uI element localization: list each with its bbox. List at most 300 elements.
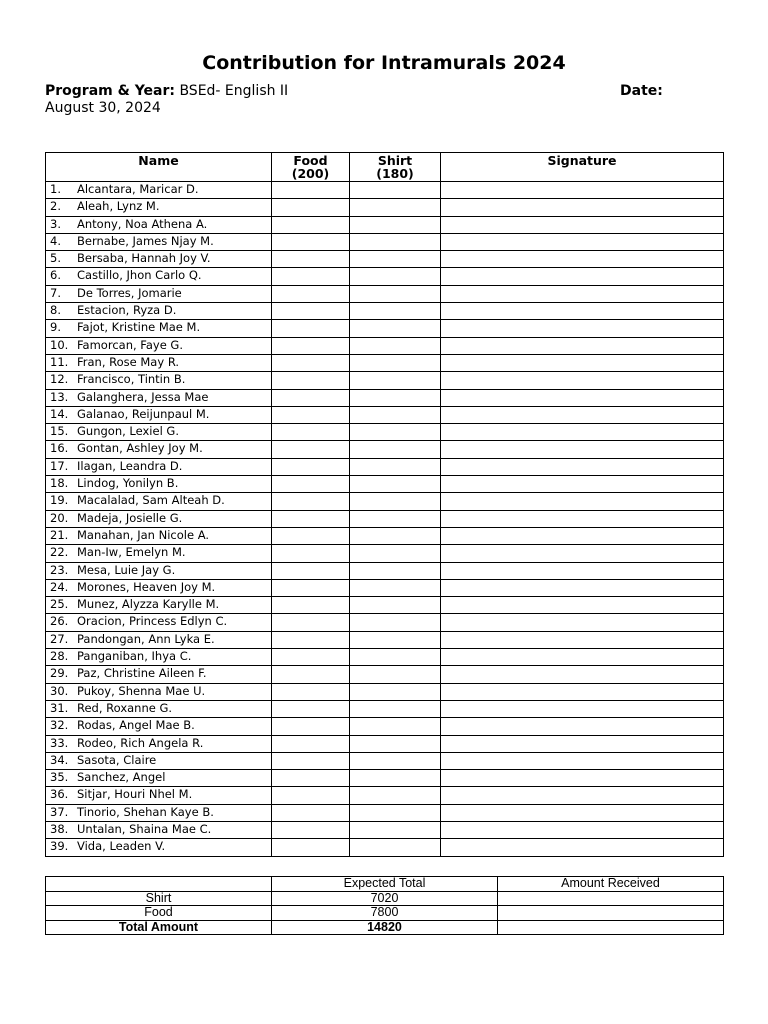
student-name: Bernabe, James Njay M. bbox=[77, 233, 214, 248]
program-label: Program & Year: bbox=[45, 83, 175, 99]
student-number: 33. bbox=[50, 735, 69, 750]
student-name-cell bbox=[46, 320, 272, 337]
date-value: August 30, 2024 bbox=[45, 100, 161, 116]
food-cell bbox=[272, 303, 350, 320]
student-number: 21. bbox=[50, 527, 69, 542]
student-number: 3. bbox=[50, 216, 61, 231]
signature-cell bbox=[441, 268, 724, 285]
student-number: 37. bbox=[50, 804, 69, 819]
food-cell bbox=[272, 268, 350, 285]
student-number: 5. bbox=[50, 251, 61, 266]
student-name-cell bbox=[46, 510, 272, 527]
shirt-cell bbox=[350, 735, 441, 752]
student-name-cell bbox=[46, 337, 272, 354]
signature-cell bbox=[441, 666, 724, 683]
student-name: Gungon, Lexiel G. bbox=[77, 424, 179, 439]
totals-header-row bbox=[46, 877, 724, 892]
student-name-cell bbox=[46, 441, 272, 458]
signature-cell bbox=[441, 285, 724, 302]
student-name: Sitjar, Houri Nhel M. bbox=[77, 787, 193, 802]
table-row bbox=[46, 579, 724, 596]
totals-row-shirt bbox=[46, 891, 724, 906]
shirt-cell bbox=[350, 700, 441, 717]
student-name: Castillo, Jhon Carlo Q. bbox=[77, 268, 202, 283]
signature-cell bbox=[441, 337, 724, 354]
student-name: Munez, Alyzza Karylle M. bbox=[77, 597, 220, 612]
totals-received bbox=[498, 920, 724, 935]
table-row bbox=[46, 303, 724, 320]
student-name-cell bbox=[46, 285, 272, 302]
program-value: BSEd- English II bbox=[175, 83, 289, 99]
signature-cell bbox=[441, 649, 724, 666]
signature-cell bbox=[441, 458, 724, 475]
food-cell bbox=[272, 527, 350, 544]
student-number: 28. bbox=[50, 649, 69, 664]
food-cell bbox=[272, 320, 350, 337]
table-row bbox=[46, 562, 724, 579]
food-cell bbox=[272, 735, 350, 752]
student-number: 17. bbox=[50, 458, 69, 473]
signature-cell bbox=[441, 545, 724, 562]
shirt-cell bbox=[350, 562, 441, 579]
student-name-cell bbox=[46, 839, 272, 856]
shirt-cell bbox=[350, 199, 441, 216]
signature-cell bbox=[441, 579, 724, 596]
signature-cell bbox=[441, 424, 724, 441]
shirt-cell bbox=[350, 233, 441, 250]
table-row bbox=[46, 389, 724, 406]
student-name-cell bbox=[46, 821, 272, 838]
food-cell bbox=[272, 458, 350, 475]
student-name-cell bbox=[46, 545, 272, 562]
student-name: Antony, Noa Athena A. bbox=[77, 216, 208, 231]
signature-cell bbox=[441, 839, 724, 856]
student-number: 16. bbox=[50, 441, 69, 456]
shirt-cell bbox=[350, 527, 441, 544]
food-cell bbox=[272, 251, 350, 268]
header-signature: Signature bbox=[441, 153, 724, 182]
student-number: 14. bbox=[50, 406, 69, 421]
shirt-cell bbox=[350, 476, 441, 493]
shirt-cell bbox=[350, 268, 441, 285]
signature-cell bbox=[441, 476, 724, 493]
student-name: Man-Iw, Emelyn M. bbox=[77, 545, 186, 560]
table-row bbox=[46, 458, 724, 475]
student-number: 6. bbox=[50, 268, 61, 283]
table-row bbox=[46, 666, 724, 683]
signature-cell bbox=[441, 441, 724, 458]
program-year bbox=[45, 83, 288, 99]
shirt-cell bbox=[350, 372, 441, 389]
student-name-cell bbox=[46, 354, 272, 371]
signature-cell bbox=[441, 233, 724, 250]
student-number: 23. bbox=[50, 562, 69, 577]
food-cell bbox=[272, 666, 350, 683]
shirt-cell bbox=[350, 424, 441, 441]
table-row bbox=[46, 476, 724, 493]
student-name: Tinorio, Shehan Kaye B. bbox=[77, 804, 214, 819]
signature-cell bbox=[441, 406, 724, 423]
student-name-cell bbox=[46, 597, 272, 614]
signature-cell bbox=[441, 614, 724, 631]
student-number: 34. bbox=[50, 752, 69, 767]
student-name-cell bbox=[46, 268, 272, 285]
student-number: 24. bbox=[50, 579, 69, 594]
table-row bbox=[46, 839, 724, 856]
food-cell bbox=[272, 216, 350, 233]
shirt-cell bbox=[350, 839, 441, 856]
student-number: 30. bbox=[50, 683, 69, 698]
table-row bbox=[46, 372, 724, 389]
student-number: 35. bbox=[50, 770, 69, 785]
totals-received bbox=[498, 906, 724, 921]
student-name-cell bbox=[46, 233, 272, 250]
table-row bbox=[46, 199, 724, 216]
shirt-cell bbox=[350, 649, 441, 666]
student-name-cell bbox=[46, 700, 272, 717]
table-row bbox=[46, 787, 724, 804]
shirt-cell bbox=[350, 666, 441, 683]
student-name: Macalalad, Sam Alteah D. bbox=[77, 493, 225, 508]
shirt-cell bbox=[350, 631, 441, 648]
student-name-cell bbox=[46, 476, 272, 493]
student-name: De Torres, Jomarie bbox=[77, 285, 182, 300]
table-row bbox=[46, 233, 724, 250]
roster-header-row bbox=[46, 153, 724, 182]
totals-row-total bbox=[46, 920, 724, 935]
signature-cell bbox=[441, 787, 724, 804]
table-row bbox=[46, 493, 724, 510]
totals-label: Shirt bbox=[46, 891, 272, 906]
shirt-cell bbox=[350, 683, 441, 700]
totals-received bbox=[498, 891, 724, 906]
food-cell bbox=[272, 545, 350, 562]
student-name: Galanao, Reijunpaul M. bbox=[77, 406, 210, 421]
student-name-cell bbox=[46, 182, 272, 199]
student-name-cell bbox=[46, 458, 272, 475]
signature-cell bbox=[441, 320, 724, 337]
student-name-cell bbox=[46, 303, 272, 320]
student-name: Fran, Rose May R. bbox=[77, 354, 180, 369]
student-number: 20. bbox=[50, 510, 69, 525]
shirt-cell bbox=[350, 354, 441, 371]
student-name: Manahan, Jan Nicole A. bbox=[77, 527, 210, 542]
totals-table bbox=[45, 876, 724, 935]
student-name: Red, Roxanne G. bbox=[77, 700, 173, 715]
roster-table bbox=[45, 152, 724, 857]
food-cell bbox=[272, 597, 350, 614]
table-row bbox=[46, 735, 724, 752]
signature-cell bbox=[441, 700, 724, 717]
food-cell bbox=[272, 389, 350, 406]
food-cell bbox=[272, 199, 350, 216]
food-cell bbox=[272, 614, 350, 631]
totals-label: Food bbox=[46, 906, 272, 921]
food-cell bbox=[272, 372, 350, 389]
signature-cell bbox=[441, 199, 724, 216]
student-name: Panganiban, Ihya C. bbox=[77, 649, 192, 664]
student-name-cell bbox=[46, 735, 272, 752]
shirt-cell bbox=[350, 614, 441, 631]
student-number: 32. bbox=[50, 718, 69, 733]
food-cell bbox=[272, 649, 350, 666]
table-row bbox=[46, 251, 724, 268]
student-name: Bersaba, Hannah Joy V. bbox=[77, 251, 211, 266]
shirt-cell bbox=[350, 251, 441, 268]
food-cell bbox=[272, 285, 350, 302]
totals-header-received: Amount Received bbox=[498, 877, 724, 892]
student-number: 7. bbox=[50, 285, 61, 300]
student-number: 18. bbox=[50, 476, 69, 491]
food-cell bbox=[272, 804, 350, 821]
table-row bbox=[46, 337, 724, 354]
table-row bbox=[46, 285, 724, 302]
signature-cell bbox=[441, 718, 724, 735]
student-name: Lindog, Yonilyn B. bbox=[77, 476, 179, 491]
student-name-cell bbox=[46, 752, 272, 769]
totals-header-blank bbox=[46, 877, 272, 892]
signature-cell bbox=[441, 216, 724, 233]
food-cell bbox=[272, 510, 350, 527]
food-cell bbox=[272, 579, 350, 596]
table-row bbox=[46, 718, 724, 735]
food-cell bbox=[272, 839, 350, 856]
food-cell bbox=[272, 233, 350, 250]
shirt-cell bbox=[350, 320, 441, 337]
signature-cell bbox=[441, 493, 724, 510]
header-food bbox=[272, 153, 350, 182]
food-cell bbox=[272, 337, 350, 354]
header-food-amount: (200) bbox=[291, 166, 330, 181]
signature-cell bbox=[441, 527, 724, 544]
shirt-cell bbox=[350, 579, 441, 596]
student-name-cell bbox=[46, 424, 272, 441]
signature-cell bbox=[441, 182, 724, 199]
shirt-cell bbox=[350, 752, 441, 769]
student-name: Paz, Christine Aileen F. bbox=[77, 666, 207, 681]
student-name: Oracion, Princess Edlyn C. bbox=[77, 614, 228, 629]
shirt-cell bbox=[350, 337, 441, 354]
student-name: Sanchez, Angel bbox=[77, 770, 166, 785]
student-number: 1. bbox=[50, 182, 61, 196]
student-name: Ilagan, Leandra D. bbox=[77, 458, 183, 473]
student-number: 31. bbox=[50, 700, 69, 715]
food-cell bbox=[272, 562, 350, 579]
signature-cell bbox=[441, 303, 724, 320]
student-name-cell bbox=[46, 527, 272, 544]
student-name-cell bbox=[46, 199, 272, 216]
shirt-cell bbox=[350, 216, 441, 233]
header-shirt bbox=[350, 153, 441, 182]
shirt-cell bbox=[350, 303, 441, 320]
student-name: Rodas, Angel Mae B. bbox=[77, 718, 195, 733]
student-name: Madeja, Josielle G. bbox=[77, 510, 183, 525]
student-name: Francisco, Tintin B. bbox=[77, 372, 186, 387]
student-number: 12. bbox=[50, 372, 69, 387]
signature-cell bbox=[441, 510, 724, 527]
student-name: Untalan, Shaina Mae C. bbox=[77, 821, 212, 836]
food-cell bbox=[272, 821, 350, 838]
student-name: Rodeo, Rich Angela R. bbox=[77, 735, 204, 750]
signature-cell bbox=[441, 372, 724, 389]
student-number: 11. bbox=[50, 354, 69, 369]
shirt-cell bbox=[350, 493, 441, 510]
student-name: Pukoy, Shenna Mae U. bbox=[77, 683, 206, 698]
totals-expected: 14820 bbox=[272, 920, 498, 935]
student-number: 13. bbox=[50, 389, 69, 404]
food-cell bbox=[272, 631, 350, 648]
student-number: 19. bbox=[50, 493, 69, 508]
student-name-cell bbox=[46, 787, 272, 804]
student-name-cell bbox=[46, 631, 272, 648]
shirt-cell bbox=[350, 510, 441, 527]
student-number: 4. bbox=[50, 233, 61, 248]
signature-cell bbox=[441, 251, 724, 268]
shirt-cell bbox=[350, 718, 441, 735]
student-name: Sasota, Claire bbox=[77, 752, 157, 767]
shirt-cell bbox=[350, 770, 441, 787]
table-row bbox=[46, 752, 724, 769]
table-row bbox=[46, 182, 724, 199]
totals-expected: 7020 bbox=[272, 891, 498, 906]
student-name: Vida, Leaden V. bbox=[77, 839, 166, 854]
student-number: 10. bbox=[50, 337, 69, 352]
shirt-cell bbox=[350, 804, 441, 821]
signature-cell bbox=[441, 752, 724, 769]
date-label: Date: bbox=[620, 83, 663, 99]
student-name: Galanghera, Jessa Mae bbox=[77, 389, 209, 404]
food-cell bbox=[272, 770, 350, 787]
student-name-cell bbox=[46, 406, 272, 423]
student-name-cell bbox=[46, 251, 272, 268]
student-number: 38. bbox=[50, 821, 69, 836]
student-name-cell bbox=[46, 579, 272, 596]
student-number: 15. bbox=[50, 424, 69, 439]
food-cell bbox=[272, 476, 350, 493]
student-name-cell bbox=[46, 389, 272, 406]
student-name: Fajot, Kristine Mae M. bbox=[77, 320, 201, 335]
student-name: Aleah, Lynz M. bbox=[77, 199, 160, 214]
table-row bbox=[46, 424, 724, 441]
table-row bbox=[46, 441, 724, 458]
student-name: Morones, Heaven Joy M. bbox=[77, 579, 216, 594]
shirt-cell bbox=[350, 441, 441, 458]
student-number: 2. bbox=[50, 199, 61, 214]
table-row bbox=[46, 354, 724, 371]
table-row bbox=[46, 216, 724, 233]
totals-expected: 7800 bbox=[272, 906, 498, 921]
student-name: Pandongan, Ann Lyka E. bbox=[77, 631, 215, 646]
student-name-cell bbox=[46, 614, 272, 631]
food-cell bbox=[272, 787, 350, 804]
student-name-cell bbox=[46, 770, 272, 787]
shirt-cell bbox=[350, 458, 441, 475]
table-row bbox=[46, 510, 724, 527]
student-number: 22. bbox=[50, 545, 69, 560]
student-name-cell bbox=[46, 649, 272, 666]
food-cell bbox=[272, 406, 350, 423]
food-cell bbox=[272, 700, 350, 717]
food-cell bbox=[272, 424, 350, 441]
signature-cell bbox=[441, 562, 724, 579]
student-name-cell bbox=[46, 216, 272, 233]
student-name-cell bbox=[46, 493, 272, 510]
table-row bbox=[46, 614, 724, 631]
table-row bbox=[46, 804, 724, 821]
student-number: 39. bbox=[50, 839, 69, 854]
shirt-cell bbox=[350, 787, 441, 804]
table-row bbox=[46, 527, 724, 544]
student-name: Famorcan, Faye G. bbox=[77, 337, 183, 352]
student-number: 36. bbox=[50, 787, 69, 802]
food-cell bbox=[272, 718, 350, 735]
student-name-cell bbox=[46, 683, 272, 700]
table-row bbox=[46, 545, 724, 562]
student-number: 26. bbox=[50, 614, 69, 629]
student-name: Alcantara, Maricar D. bbox=[77, 182, 199, 196]
food-cell bbox=[272, 441, 350, 458]
table-row bbox=[46, 631, 724, 648]
table-row bbox=[46, 683, 724, 700]
signature-cell bbox=[441, 683, 724, 700]
student-name: Mesa, Luie Jay G. bbox=[77, 562, 176, 577]
table-row bbox=[46, 320, 724, 337]
food-cell bbox=[272, 683, 350, 700]
food-cell bbox=[272, 493, 350, 510]
table-row bbox=[46, 700, 724, 717]
signature-cell bbox=[441, 597, 724, 614]
header-shirt-amount: (180) bbox=[376, 166, 414, 181]
shirt-cell bbox=[350, 545, 441, 562]
student-name-cell bbox=[46, 372, 272, 389]
shirt-cell bbox=[350, 597, 441, 614]
student-number: 29. bbox=[50, 666, 69, 681]
student-number: 8. bbox=[50, 303, 61, 318]
food-cell bbox=[272, 752, 350, 769]
student-number: 9. bbox=[50, 320, 61, 335]
table-row bbox=[46, 821, 724, 838]
student-number: 27. bbox=[50, 631, 69, 646]
header-shirt-label: Shirt bbox=[377, 153, 413, 168]
shirt-cell bbox=[350, 406, 441, 423]
table-row bbox=[46, 406, 724, 423]
table-row bbox=[46, 770, 724, 787]
signature-cell bbox=[441, 770, 724, 787]
student-name-cell bbox=[46, 666, 272, 683]
totals-label: Total Amount bbox=[46, 920, 272, 935]
student-name: Gontan, Ashley Joy M. bbox=[77, 441, 203, 456]
student-name-cell bbox=[46, 718, 272, 735]
header-name: Name bbox=[46, 153, 272, 182]
student-name-cell bbox=[46, 804, 272, 821]
signature-cell bbox=[441, 631, 724, 648]
shirt-cell bbox=[350, 285, 441, 302]
student-name: Estacion, Ryza D. bbox=[77, 303, 177, 318]
header-food-label: Food bbox=[293, 153, 328, 168]
food-cell bbox=[272, 354, 350, 371]
signature-cell bbox=[441, 735, 724, 752]
totals-row-food bbox=[46, 906, 724, 921]
table-row bbox=[46, 268, 724, 285]
signature-cell bbox=[441, 804, 724, 821]
student-name-cell bbox=[46, 562, 272, 579]
document-title: Contribution for Intramurals 2024 bbox=[202, 52, 566, 74]
table-row bbox=[46, 597, 724, 614]
signature-cell bbox=[441, 821, 724, 838]
table-row bbox=[46, 649, 724, 666]
student-number: 25. bbox=[50, 597, 69, 612]
shirt-cell bbox=[350, 821, 441, 838]
